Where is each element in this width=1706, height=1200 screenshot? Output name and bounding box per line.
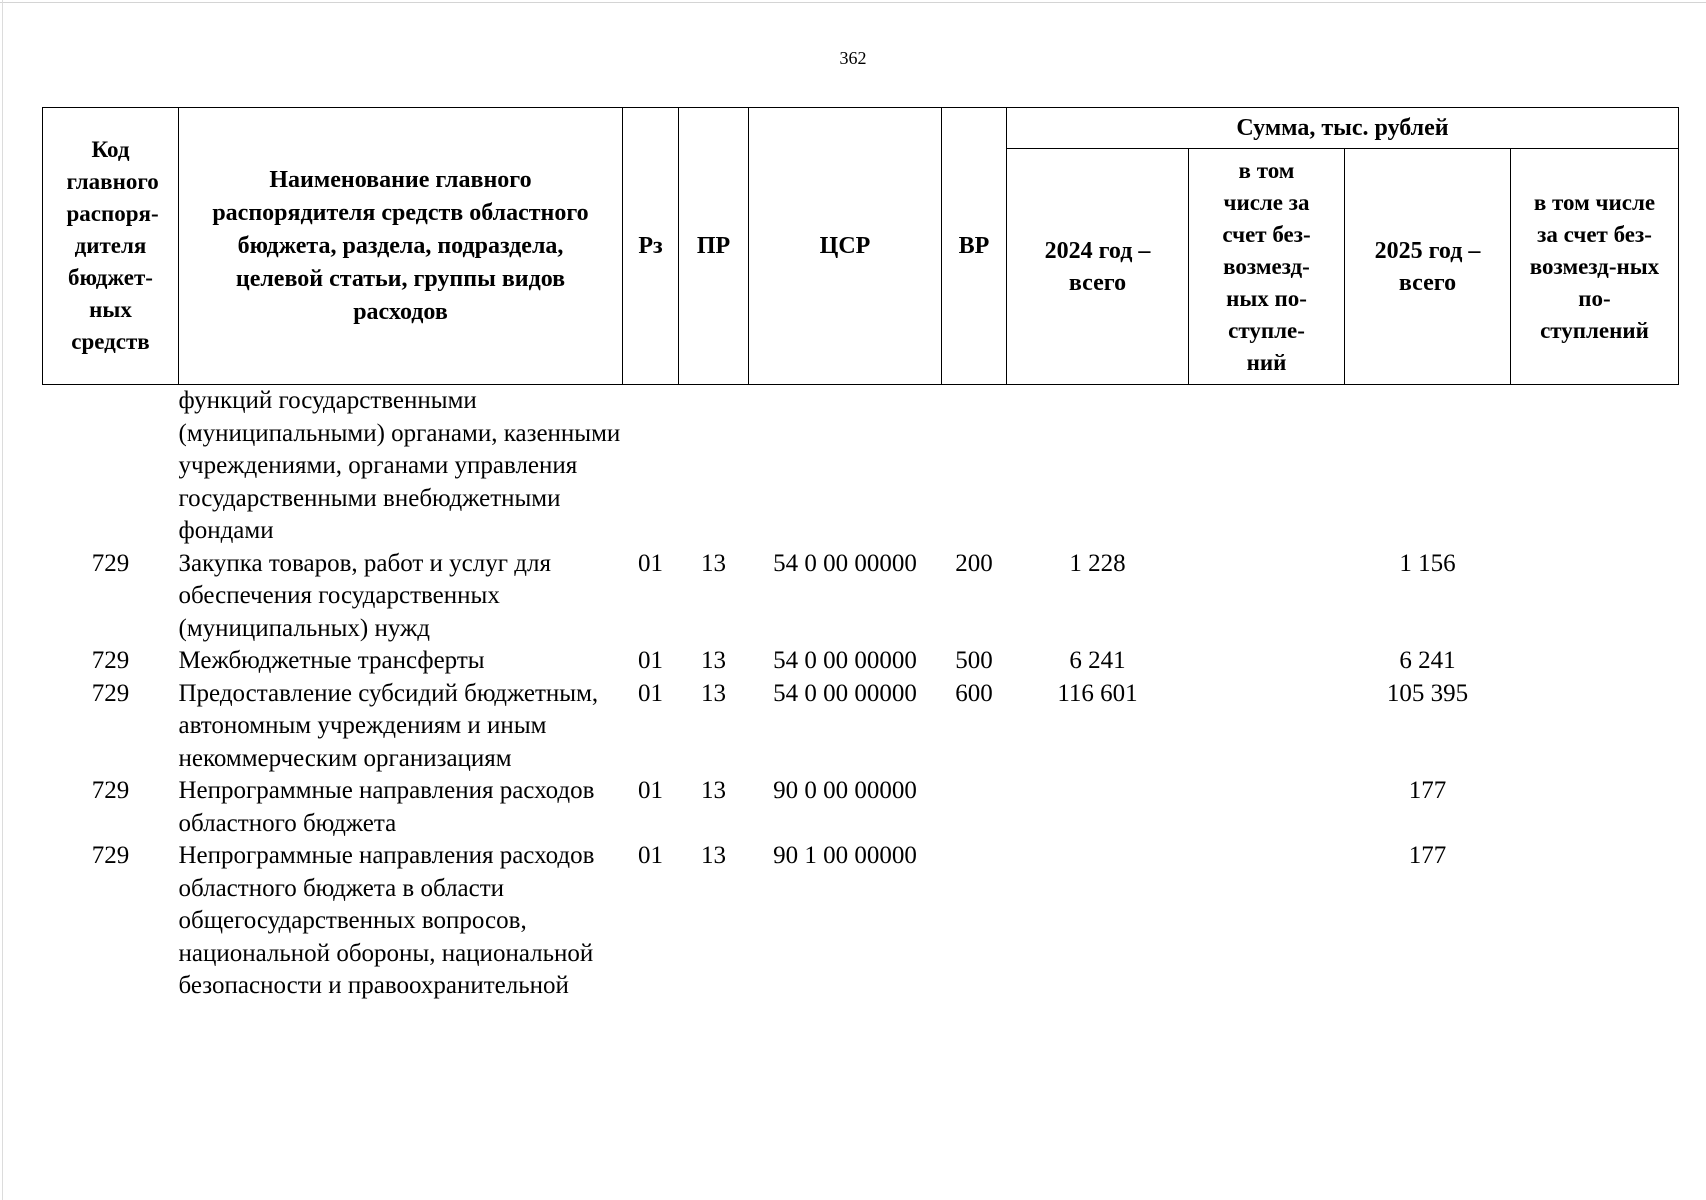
cell-2024-free bbox=[1189, 678, 1345, 776]
cell-2025-free bbox=[1511, 678, 1679, 776]
scan-edge-top bbox=[0, 2, 1706, 3]
cell-2024-free bbox=[1189, 385, 1345, 548]
cell-vr: 600 bbox=[955, 679, 993, 707]
cell-2025-free bbox=[1511, 775, 1679, 840]
table-row bbox=[43, 645, 1679, 678]
header-code: Код главного распоря-дителя бюджет-ных средств bbox=[43, 108, 179, 385]
table-row bbox=[43, 548, 1679, 646]
cell-code: 729 bbox=[91, 549, 130, 577]
page-number: 362 bbox=[839, 48, 867, 68]
cell-rz: 01 bbox=[638, 647, 663, 674]
cell-2025-total: 105 395 bbox=[1386, 679, 1469, 707]
cell-rz: 01 bbox=[638, 842, 663, 869]
cell-code: 729 bbox=[91, 647, 130, 674]
cell-2025-total: 1 156 bbox=[1399, 549, 1456, 577]
cell-2025-free bbox=[1511, 840, 1679, 1003]
cell-vr bbox=[942, 385, 1007, 548]
header-2025-free: в том числе за счет без-возмезд-ных по-ступлений bbox=[1511, 149, 1679, 385]
header-2024-free: в том числе за счет без-возмезд-ных по-ступле-ний bbox=[1189, 149, 1345, 385]
table-row bbox=[43, 775, 1679, 840]
cell-code: 729 bbox=[91, 679, 130, 707]
header-2024-total: 2024 год – всего bbox=[1007, 149, 1189, 385]
cell-vr bbox=[942, 840, 1007, 1003]
cell-csr: 54 0 00 00000 bbox=[773, 679, 917, 707]
cell-code: 729 bbox=[91, 842, 130, 869]
cell-vr bbox=[942, 775, 1007, 840]
header-csr: ЦСР bbox=[749, 108, 942, 385]
header-rz: Рз bbox=[623, 108, 679, 385]
cell-2024-free bbox=[1189, 548, 1345, 646]
cell-vr: 200 bbox=[955, 549, 993, 577]
cell-pr: 13 bbox=[701, 647, 726, 674]
cell-2024-total bbox=[1007, 775, 1189, 840]
cell-2024-total: 6 241 bbox=[1069, 647, 1126, 674]
cell-name: Непрограммные направления расходов областного бюджета bbox=[178, 777, 595, 837]
table-row bbox=[43, 840, 1679, 1003]
cell-pr: 13 bbox=[701, 777, 726, 804]
cell-2024-total: 116 601 bbox=[1057, 679, 1138, 707]
cell-pr bbox=[679, 385, 749, 548]
cell-pr: 13 bbox=[701, 549, 726, 577]
cell-csr: 54 0 00 00000 bbox=[773, 549, 917, 577]
table-body bbox=[43, 385, 1679, 1003]
cell-csr: 90 0 00 00000 bbox=[773, 777, 917, 804]
table-row bbox=[43, 678, 1679, 776]
cell-csr: 90 1 00 00000 bbox=[773, 842, 917, 869]
cell-2024-free bbox=[1189, 775, 1345, 840]
cell-code bbox=[43, 385, 179, 548]
cell-2025-free bbox=[1511, 385, 1679, 548]
cell-rz: 01 bbox=[638, 549, 663, 577]
budget-table bbox=[42, 107, 1679, 1003]
cell-rz bbox=[623, 385, 679, 548]
cell-vr: 500 bbox=[955, 647, 993, 674]
cell-2024-total: 1 228 bbox=[1069, 549, 1126, 577]
cell-2025-total: 177 bbox=[1408, 842, 1447, 869]
cell-csr bbox=[749, 385, 942, 548]
scan-edge-left bbox=[2, 0, 3, 1200]
cell-rz: 01 bbox=[638, 777, 663, 804]
cell-code: 729 bbox=[91, 777, 130, 804]
header-sum-group: Сумма, тыс. рублей bbox=[1007, 108, 1679, 149]
cell-2024-total bbox=[1007, 840, 1189, 1003]
cell-2024-free bbox=[1189, 645, 1345, 678]
cell-name: Непрограммные направления расходов областного бюджета в области общегосударственных вопросов, национальной обороны, национальной безопасности и правоохранительной bbox=[178, 842, 595, 999]
cell-name: Предоставление субсидий бюджетным, автономным учреждениям и иным некоммерческим организациям bbox=[178, 679, 599, 772]
cell-rz: 01 bbox=[638, 679, 663, 707]
header-pr: ПР bbox=[679, 108, 749, 385]
cell-name: функций государственными (муниципальными) органами, казенными учреждениями, органами управления государственными внебюджетными фондами bbox=[178, 387, 621, 544]
header-vr: ВР bbox=[942, 108, 1007, 385]
cell-csr: 54 0 00 00000 bbox=[773, 647, 917, 674]
cell-name: Межбюджетные трансферты bbox=[178, 647, 485, 674]
cell-pr: 13 bbox=[701, 679, 726, 707]
table-header bbox=[43, 108, 1679, 385]
cell-2025-free bbox=[1511, 548, 1679, 646]
cell-2025-free bbox=[1511, 645, 1679, 678]
table-row bbox=[43, 385, 1679, 548]
cell-2025-total: 6 241 bbox=[1399, 647, 1456, 674]
cell-2024-free bbox=[1189, 840, 1345, 1003]
cell-2025-total: 177 bbox=[1408, 777, 1447, 804]
cell-2024-total bbox=[1007, 385, 1189, 548]
header-name: Наименование главного распорядителя средств областного бюджета, раздела, подраздела, целевой статьи, группы видов расходов bbox=[179, 108, 623, 385]
cell-name: Закупка товаров, работ и услуг для обеспечения государственных (муниципальных) нужд bbox=[178, 549, 551, 642]
cell-2025-total bbox=[1345, 385, 1511, 548]
header-2025-total: 2025 год – всего bbox=[1345, 149, 1511, 385]
cell-pr: 13 bbox=[701, 842, 726, 869]
